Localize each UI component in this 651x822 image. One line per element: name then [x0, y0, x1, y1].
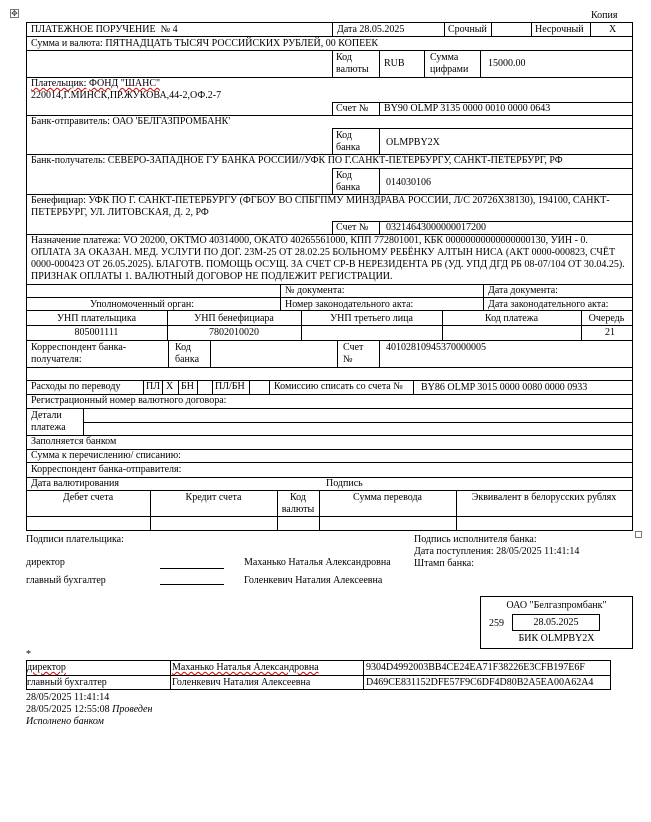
beneficiary-account-label: Счет № [336, 222, 369, 233]
debit-sum-label: Сумма к перечислению/ списанию: [31, 450, 181, 461]
sender-bank-code-value: OLMPBY2X [386, 137, 440, 148]
accountant-name: Голенкевич Наталия Алексеевна [244, 575, 383, 586]
ecp-hash-1: 9304D4992003BB4CE24EA71F38226E3CFB197E6F [366, 662, 585, 673]
doc-number-label: № документа: [285, 285, 345, 296]
ecp-role-1: директор [27, 662, 66, 673]
currency-code-header: Код валюты [281, 492, 315, 515]
law-date-label: Дата законодательного акта: [488, 299, 609, 310]
accountant-label: главный бухгалтер [26, 575, 106, 586]
payer-name: ФОНД "ШАНС" [88, 78, 161, 89]
transfer-sum-header: Сумма перевода [353, 492, 422, 503]
nonurgent-label: Несрочный [535, 24, 584, 35]
ecp-hash-2: D469CE831152DFE57F9C6DF4D80B2A5EA00A62A4 [366, 677, 594, 688]
debit-header: Дебет счета [62, 492, 114, 503]
expenses-mark: X [166, 381, 174, 392]
doc-date-label: Дата документа: [488, 285, 558, 296]
accountant-signature-line [160, 584, 224, 585]
expenses-plbn: ПЛ/БН [215, 381, 245, 392]
correspondent-account-value: 40102810945370000005 [386, 342, 486, 353]
footer-status-line [26, 704, 152, 716]
unp-payer-value: 805001111 [74, 327, 119, 338]
resize-handle-icon[interactable] [635, 531, 642, 538]
unp-payer-label: УНП плательщика [56, 313, 137, 324]
signature-label: Подпись [326, 478, 363, 489]
doc-number: № 4 [160, 24, 178, 35]
sum-digits-value: 15000.00 [488, 58, 526, 69]
sender-bank-code-label: Код банка [336, 130, 361, 153]
correspondent-label: Корреспондент банка-получателя: [31, 342, 127, 365]
ecp-name-1: Маханько Наталья Александровна [172, 662, 319, 673]
currency-code-label: Код валюты [336, 52, 369, 75]
director-signature-line [160, 568, 224, 569]
correspondent-account-label: Счет № [343, 342, 364, 365]
correspondent-sender-label: Корреспондент банка-отправителя: [31, 464, 182, 475]
director-name: Маханько Наталья Александровна [244, 557, 391, 568]
title-text: ПЛАТЕЖНОЕ ПОРУЧЕНИЕ [31, 24, 156, 35]
payment-purpose: Назначение платежа: VO 20200, OKTMO 40314000, OKATO 40265561000, КПП 772801001, КБК 00000000000000000130, УИН - 0. ОПЛАТА ЗА ОКАЗАН. МЕД. УСЛУГИ ПО ДОГ. 23М-25 ОТ 28.02.25 БОЛЬНОМУ РЕБЁНКУ АЛТЫН НИСА (АКТ 0000-000823, СЧЁТ 0000-000423 ОТ 26.05.2025). БЛАГОТВ. ПОМОЩЬ ОСУЩ. ЗА СЧЕТ СР-В НЕРЕЗИДЕНТА РБ (УД. УПД ДГД РБ 08-07/104 ОТ 30.04.25). ПРИЗНАК ОПЛАТЫ 1. ВАЛЮТНЫЙ ДОГОВОР НЕ ПОДЛЕЖИТ РЕГИСТРАЦИИ. [31, 235, 625, 282]
correspondent-bank-code-label: Код банка [175, 342, 200, 365]
byn-equivalent-header: Эквивалент в белорусских рублях [471, 492, 617, 503]
ecp-name-2: Голенкевич Наталия Алексеевна [172, 677, 311, 688]
amount-label: Сумма и валюта: ПЯТНАДЦАТЬ ТЫСЯЧ РОССИЙСКИХ РУБЛЕЙ, 00 КОПЕЕК [31, 38, 379, 49]
move-handle-icon[interactable]: ✥ [11, 9, 18, 18]
payment-code-label: Код платежа [484, 313, 539, 324]
payer-account-label: Счет № [336, 103, 369, 114]
ecp-role-2: главный бухгалтер [27, 677, 107, 688]
commission-label: Комиссию списать со счета № [274, 381, 403, 392]
currency-code-value: RUB [384, 58, 405, 69]
payer-address: 220014,Г.МИНСК,ПР.ЖУКОВА,44-2,ОФ.2-7 [31, 90, 222, 101]
payer-label: Плательщик: [31, 78, 87, 89]
stamp-date: 28.05.2025 [533, 617, 579, 628]
bank-signature-label: Подпись исполнителя банка: [414, 534, 537, 545]
document-title [31, 24, 178, 36]
registration-label: Регистрационный номер валютного договора: [31, 395, 227, 406]
expenses-label: Расходы по переводу [31, 381, 121, 392]
asterisk: * [26, 649, 31, 660]
law-number-label: Номер законодательного акта: [285, 299, 414, 310]
receiver-bank-code-value: 014030106 [386, 177, 431, 188]
received-date: Дата поступления: 28/05/2025 11:41:14 [414, 546, 580, 557]
nonurgent-mark: X [609, 24, 617, 35]
copy-label: Копия [591, 10, 618, 21]
footer-timestamp-2: 28/05/2025 12:55:08 [26, 704, 110, 715]
payer-line [31, 78, 160, 90]
header-date: Дата 28.05.2025 [337, 24, 405, 35]
bank-fill-label: Заполняется банком [31, 436, 117, 447]
stamp-bic: БИК OLMPBY2X [518, 633, 595, 644]
sender-bank-label: Банк-отправитель: ОАО 'БЕЛГАЗПРОМБАНК' [31, 116, 231, 127]
unp-beneficiary-label: УНП бенефициара [194, 313, 274, 324]
receiver-bank-code-label: Код банка [336, 170, 361, 193]
urgent-label: Срочный [448, 24, 487, 35]
stamp-label: Штамп банка: [414, 558, 474, 569]
value-date-label: Дата валютирования [31, 478, 119, 489]
expenses-bn: БН [181, 381, 194, 392]
payer-signatures-title: Подписи плательщика: [26, 534, 124, 545]
queue-value: 21 [605, 327, 615, 338]
receiver-bank-label: Банк-получатель: СЕВЕРО-ЗАПАДНОЕ ГУ БАНКА РОССИИ//УФК ПО Г.САНКТ-ПЕТЕРБУРГУ, САНКТ-ПЕТЕРБУРГ, РФ [31, 155, 563, 166]
commission-account: BY86 OLMP 3015 0000 0080 0000 0933 [421, 382, 588, 393]
sum-digits-label: Сумма цифрами [430, 52, 469, 75]
expenses-pl: ПЛ [146, 381, 161, 392]
credit-header: Кредит счета [185, 492, 242, 503]
unp-third-label: УНП третьего лица [330, 313, 413, 324]
footer-timestamp-1: 28/05/2025 11:41:14 [26, 692, 110, 703]
beneficiary-text: Бенефициар: УФК ПО Г. САНКТ-ПЕТЕРБУРГУ (ФГБОУ ВО СПБГПМУ МИНЗДРАВА РОССИИ, Л/С 20726Х38130), 194100, САНКТ-ПЕТЕРБУРГ, УЛ. ЛИТОВСКАЯ, Д. 2, РФ [31, 195, 610, 218]
payer-account-value: BY90 OLMP 3135 0000 0010 0000 0643 [384, 103, 551, 114]
stamp-number: 259 [489, 618, 504, 629]
footer-status: Проведен [112, 704, 153, 715]
director-label: директор [26, 557, 65, 568]
authority-label: Уполномоченный орган: [90, 299, 195, 310]
stamp-bank-name: ОАО "Белгазпромбанк" [506, 600, 607, 611]
queue-label: Очередь [588, 313, 625, 324]
unp-beneficiary-value: 7802010020 [209, 327, 259, 338]
details-label: Детали платежа [31, 410, 66, 433]
beneficiary-account-value: 03214643000000017200 [386, 222, 486, 233]
footer-executed: Исполнено банком [26, 716, 104, 727]
